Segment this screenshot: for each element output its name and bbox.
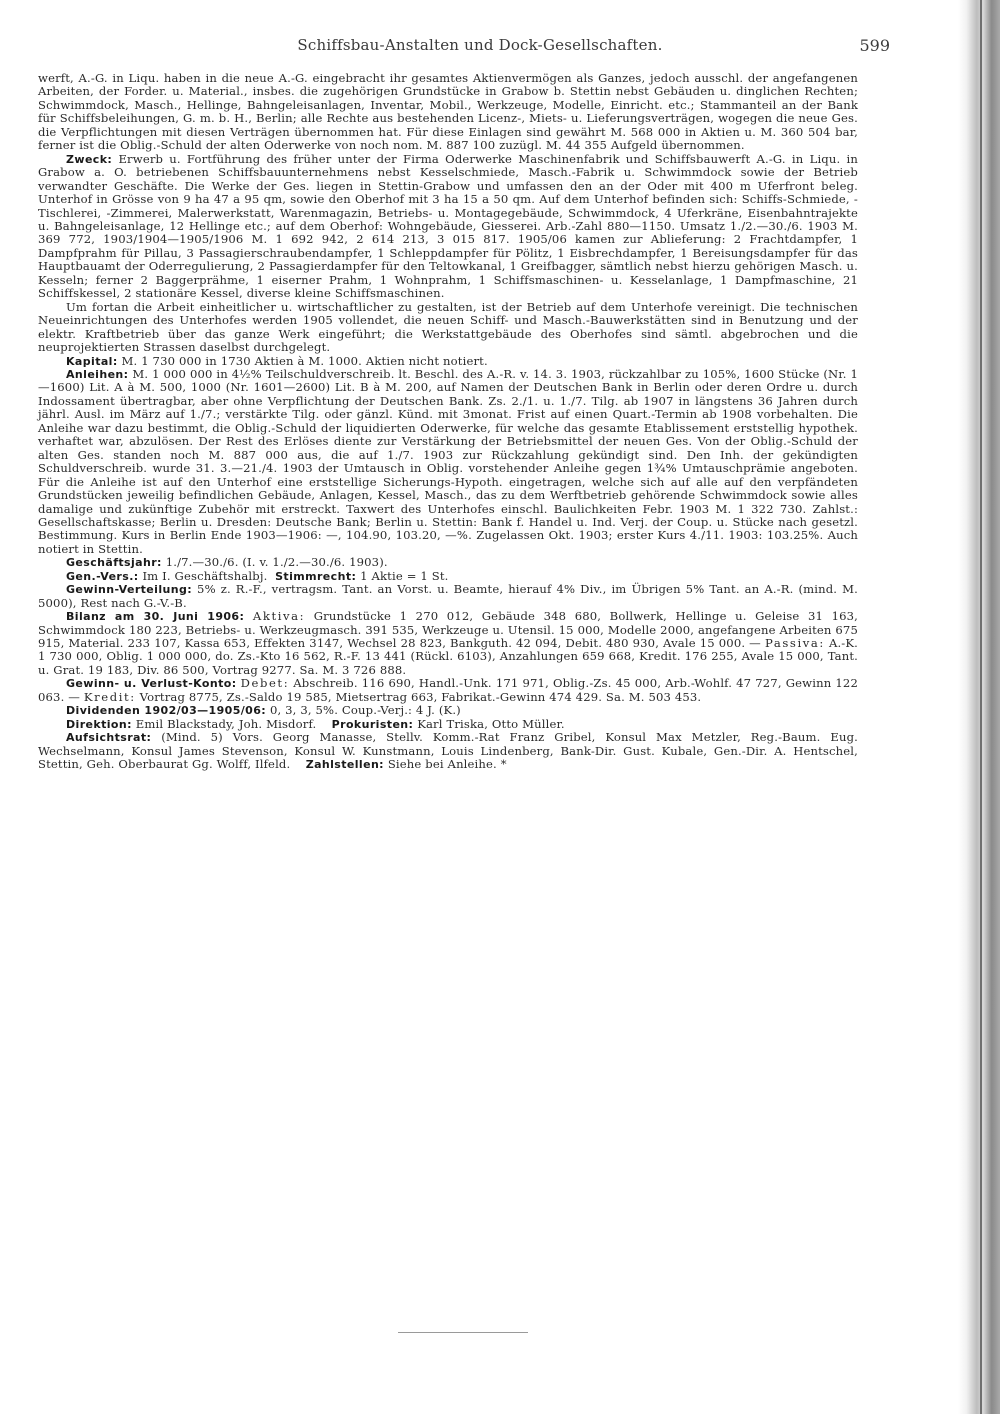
gewinn-konto-section [38,677,858,704]
geschaeftsjahr-section [38,556,858,569]
passiva-text: A.-K. 1 730 000, Oblig. 1 000 000, do. Zs.-Kto 16 562, R.-F. 13 441 (Rückl. 6103), Anzahlungen 659 668, Kredit. 176 255, Avale 15 000, Tant. u. Grat. 19 183, Div. 86 500, Vortrag 9277. Sa. M. 3 726 888. [38,636,859,677]
end-rule [398,1332,528,1333]
page-number: 599 [859,36,890,55]
gewinn-verteilung-section [38,583,858,610]
aufsichtsrat-label: Aufsichtsrat: [66,731,152,745]
zweck-section [38,153,858,301]
geschaeftsjahr-text: 1./7.—30./6. (I. v. 1./2.—30./6. 1903). [165,555,388,570]
genvers-section [38,570,858,583]
genvers-label: Gen.-Vers.: [66,569,139,583]
gewinn-verteilung-label: Gewinn-Verteilung: [66,583,193,597]
debet-label: Debet: [240,676,290,691]
dividenden-label: Dividenden 1902/03—1905/06: [66,704,267,718]
dividenden-section [38,704,858,717]
running-title: Schiffsbau-Anstalten und Dock-Gesellschaften. [297,36,663,54]
aktiva-text: Grundstücke 1 270 012, Gebäude 348 680, Bollwerk, Hellinge u. Geleise 31 163, Schwimmdock 180 223, Betriebs- u. Werkzeugmasch. 391 535, Werkzeuge u. Utensil. 15 000, Modelle 2000, angefangene Arbeiten 675 915, Material. 233 107, Kassa 653, Effekten 3147, Wechsel 28 823, Bankguth. 42 094, Debit. 480 930, Avale 15 000. — [38,609,858,651]
passiva-label: Passiva: [764,636,825,651]
gewinn-konto-label: Gewinn- u. Verlust-Konto: [66,677,237,691]
unterhof-paragraph: Um fortan die Arbeit einheitlicher u. wirtschaftlicher zu gestalten, ist der Betrieb auf dem Unterhofe vereinigt. Die technischen Neueinrichtungen des Unterhofes werden 1905 vollendet, die neuen Schiff- und Masch.-Bauwerkstätten sind in Benutzung und der elektr. Kraftbetrieb über das ganze Werk eingeführt; die Werkstattgebäude des Oberhofes sind sämtl. abgebrochen und die neuprojektierten Strassen daselbst durchgelegt. [38,299,858,355]
page-edge-shadow [958,0,1000,1414]
anleihen-section [38,368,858,556]
page-edge-line [980,0,982,1414]
kapital-text: M. 1 730 000 in 1730 Aktien à M. 1000. Aktien nicht notiert. [121,353,488,368]
genvers-text: Im I. Geschäftshalbj. [142,568,268,583]
page-header [40,36,920,60]
geschaeftsjahr-label: Geschäftsjahr: [66,556,162,570]
zahlstellen-text: Siehe bei Anleihe. * [387,757,507,772]
stimmrecht-text: 1 Aktie = 1 St. [360,568,449,583]
direktion-text: Emil Blackstady, Joh. Misdorf. [135,716,317,731]
article-body [38,72,858,772]
anleihen-text: M. 1 000 000 in 4½% Teilschuldverschreib. lt. Beschl. des A.-R. v. 14. 3. 1903, rückzahlbar zu 105%, 1600 Stücke (Nr. 1—1600) Lit. A à M. 500, 1000 (Nr. 1601—2600) Lit. B à M. 200, auf Namen der Deutschen Bank in Berlin oder deren Ordre u. durch Indossament übertragbar, aber ohne Verpflichtung der Deutschen Bank. Zs. 2./1. u. 1./7. Tilg. ab 1907 in längstens 36 Jahren durch jährl. Ausl. im März auf 1./7.; verstärkte Tilg. oder gänzl. Künd. mit 3monat. Frist auf einen Quart.-Termin ab 1908 vorbehalten. Die Anleihe war dazu bestimmt, die Oblig.-Schuld der liquidierten Oderwerke, für welche das gesamte Etablissement erststellig hypothek. verhaftet war, abzulösen. Der Rest des Erlöses diente zur Verstärkung der Betriebsmittel der neuen Ges. Von der Oblig.-Schuld der alten Ges. standen noch M. 887 000 aus, die auf 1./7. 1903 zur Rückzahlung gekündigt sind. Den Inh. der gekündigten Schuldverschreib. wurde 31. 3.—21./4. 1903 der Umtausch in Oblig. vorstehender Anleihe gegen 1¾% Umtauschprämie angeboten. Für die Anleihe ist auf den Unterhof eine erststellige Sicherungs-Hypoth. eingetragen, welche sich auf alle auf den verpfändeten Grundstücken jeweilig befindlichen Gebäude, Anlagen, Kessel, Masch., das zu dem Werftbetrieb gehörende Schwimmdock sowie alles damalige und zukünftige Zubehör mit erstreckt. Taxwert des Unterhofes einschl. Baulichkeiten Febr. 1903 M. 1 322 730. Zahlst.: Gesellschaftskasse; Berlin u. Dresden: Deutsche Bank; Berlin u. Stettin: Bank f. Handel u. Ind. Verj. der Coup. u. Stücke nach gesetzl. Bestimmung. Kurs in Berlin Ende 1903—1906: —, 104.90, 103.20, —%. Zugelassen Okt. 1903; erster Kurs 4./11. 1903: 103.25%. Auch notiert in Stettin. [38,366,859,556]
prokuristen-label: Prokuristen: [331,717,414,731]
prokuristen-text: Karl Triska, Otto Müller. [417,716,565,731]
dividenden-text: 0, 3, 3, 5%. Coup.-Verj.: 4 J. (K.) [269,703,461,718]
kapital-label: Kapital: [66,354,118,368]
direktion-label: Direktion: [66,717,132,731]
direktion-section [38,718,858,731]
aufsichtsrat-text: (Mind. 5) Vors. Georg Manasse, Stellv. Komm.-Rat Franz Gribel, Konsul Max Metzler, Reg.-Baum. Eug. Wechselmann, Konsul James Stevenson, Konsul W. Kunstmann, Louis Lindenberg, Bank-Dir. Gust. Kubale, Gen.-Dir. A. Hentschel, Stettin, Geh. Oberbaurat Gg. Wolff, Ilfeld. [38,730,858,772]
intro-paragraph: werft, A.-G. in Liqu. haben in die neue A.-G. eingebracht ihr gesamtes Aktienvermögen als Ganzes, jedoch ausschl. der angefangenen Arbeiten, der Forder. u. Material., insbes. die zugehörigen Grundstücke in Grabow b. Stettin nebst Gebäuden u. dinglichen Rechten; Schwimmdock, Masch., Hellinge, Bahngeleisanlagen, Inventar, Mobil., Werkzeuge, Modelle, Einricht. etc.; Stammanteil an der Bank für Schiffsbeleihungen, G. m. b. H., Berlin; alle Rechte aus bestehenden Licenz-, Miets- u. Lieferungsverträgen, wogegen die neue Ges. die Verpflichtungen mit diesen Verträgen übernommen hat. Für diese Einlagen sind gewährt M. 568 000 in Aktien u. M. 360 504 bar, ferner ist die Oblig.-Schuld der alten Oderwerke von noch nom. M. 887 100 zuzügl. M. 44 355 Aufgeld übernommen. [38,71,858,153]
kredit-text: Vortrag 8775, Zs.-Saldo 19 585, Mietsertrag 663, Fabrikat.-Gewinn 474 429. Sa. M. 503 453. [139,689,702,704]
zweck-text: Erwerb u. Fortführung des früher unter der Firma Oderwerke Maschinenfabrik und Schiffsbauwerft A.-G. in Liqu. in Grabow a. O. betriebenen Schiffsbauunternehmens nebst Kesselschmiede, Masch.-Fabrik u. Schwimmdock sowie der Betrieb verwandter Geschäfte. Die Werke der Ges. liegen in Stettin-Grabow und umfassen den an der Oder mit 400 m Uferfront beleg. Unterhof in Grösse von 9 ha 47 a 95 qm, sowie den Oberhof mit 3 ha 15 a 50 qm. Auf dem Unterhof befinden sich: Schiffs-Schmiede, -Tischlerei, -Zimmerei, Malerwerkstatt, Warenmagazin, Betriebs- u. Montagegebäude, Schwimmdock, 4 Uferkräne, Eisenbahntrajekte u. Bahngeleisanlage, 12 Hellinge etc.; auf dem Oberhof: Wohngebäude, Giesserei. Arb.-Zahl 880—1150. Umsatz 1./2.—30./6. 1903 M. 369 772, 1903/1904—1905/1906 M. 1 692 942, 2 614 213, 3 015 817. 1905/06 kamen zur Ablieferung: 2 Frachtdampfer, 1 Dampfprahm für Pillau, 3 Passagierschraubendampfer, 1 Schleppdampfer für Pölitz, 1 Eisbrechdampfer, 1 Bereisungsdampfer für das Hauptbauamt der Oderregulierung, 2 Passagierdampfer für den Teltowkanal, 1 Greifbagger, sämtlich nebst hierzu gehörigen Masch. u. Kesseln; ferner 2 Baggerprähme, 1 eiserner Prahm, 1 Wohnprahm, 1 Schiffsmaschinen- u. Kesselanlage, 1 Dampfmaschine, 21 Schiffskessel, 2 stationäre Kessel, diverse kleine Schiffsmaschinen. [38,151,858,301]
stimmrecht-label: Stimmrecht: [275,569,357,583]
bilanz-section [38,610,858,677]
gewinn-verteilung-text: 5% z. R.-F., vertragsm. Tant. an Vorst. u. Beamte, hierauf 4% Div., im Übrigen 5% Tant. an A.-R. (mind. M. 5000), Rest nach G.-V.-B. [38,582,858,610]
zahlstellen-label: Zahlstellen: [305,758,384,772]
bilanz-label: Bilanz am 30. Juni 1906: [66,610,245,624]
kapital-section [38,355,858,368]
debet-text: Abschreib. 116 690, Handl.-Unk. 171 971, Oblig.-Zs. 45 000, Arb.-Wohlf. 47 727, Gewinn 122 063. — [38,676,858,704]
zweck-label: Zweck: [66,152,113,166]
kredit-label: Kredit: [83,689,136,704]
anleihen-label: Anleihen: [66,367,129,381]
aktiva-label: Aktiva: [252,609,306,624]
aufsichtsrat-section [38,731,858,771]
